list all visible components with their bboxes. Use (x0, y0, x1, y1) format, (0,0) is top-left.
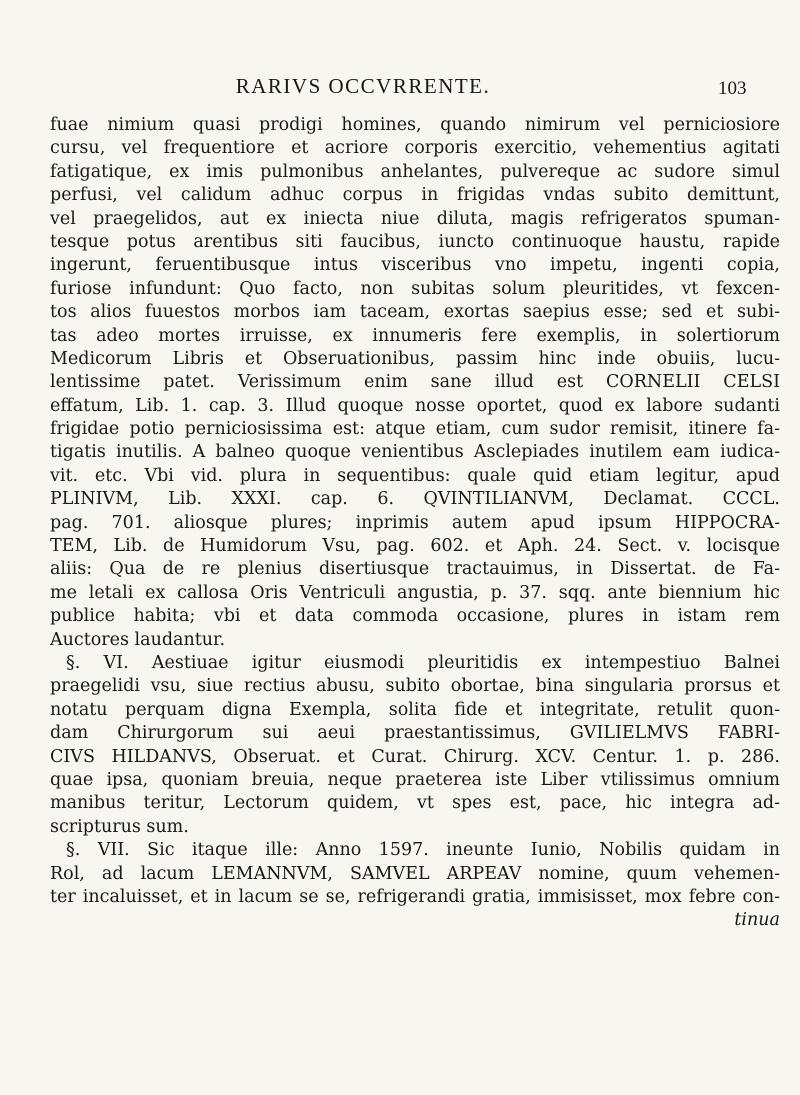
text-line: tas adeo mortes irruisse, ex innumeris fere exemplis, in solertiorum (50, 325, 780, 346)
text-line: tesque potus arentibus siti faucibus, iuncto continuoque haustu, rapide (50, 231, 780, 252)
text-line: me letali ex callosa Oris Ventriculi angustia, p. 37. sqq. ante biennium hic (50, 582, 780, 603)
text-line: perfusi, vel calidum adhuc corpus in frigidas vndas subito demittunt, (50, 185, 780, 206)
text-line: vel praegelidos, aut ex iniecta niue diluta, magis refrigeratos spuman- (50, 208, 780, 229)
section-6-line: manibus teritur, Lectorum quidem, vt spes est, pace, hic integra ad- (50, 793, 780, 814)
text-line: fatigatique, ex imis pulmonibus anhelantes, pulvereque ac sudore simul (50, 161, 780, 182)
text-line: tigatis inutilis. A balneo quoque venientibus Asclepiades inutilem eam iudica- (50, 442, 780, 463)
text-line: aliis: Qua de re plenius disertiusque tractauimus, in Dissertat. de Fa- (50, 559, 780, 580)
section-6-line: praegelidi vsu, siue rectius abusu, subito obortae, bina singularia prorsus et (50, 676, 780, 697)
text-line: pag. 701. aliosque plures; inprimis autem apud ipsum HIPPOCRA- (50, 512, 780, 533)
text-line: TEM, Lib. de Humidorum Vsu, pag. 602. et Aph. 24. Sect. v. locisque (50, 536, 780, 557)
text-line: Medicorum Libris et Obseruationibus, passim hinc inde obuiis, lucu- (50, 348, 780, 369)
text-line: cursu, vel frequentiore et acriore corporis exercitio, vehementius agitati (50, 138, 780, 159)
body-text (50, 114, 780, 933)
running-title: RARIVS OCCVRRENTE. (235, 74, 491, 98)
section-6-line: CIVS HILDANVS, Obseruat. et Curat. Chirurg. XCV. Centur. 1. p. 286. (50, 746, 780, 767)
text-line: fuae nimium quasi prodigi homines, quando nimirum vel perniciosiore (50, 115, 780, 135)
text-line: vit. etc. Vbi vid. plura in sequentibus: quale quid etiam legitur, apud (50, 465, 780, 486)
text-line: PLINIVM, Lib. XXXI. cap. 6. QVINTILIANVM, Declamat. CCCL. (50, 489, 780, 510)
section-7-line: §. VII. Sic itaque ille: Anno 1597. ineunte Iunio, Nobilis quidam in (66, 840, 780, 861)
text-line: effatum, Lib. 1. cap. 3. Illud quoque nosse oportet, quod ex labore sudanti (50, 395, 780, 416)
section-6-line: dam Chirurgorum sui aeui praestantissimus, GVILIELMVS FABRI- (50, 723, 780, 744)
text-line: Auctores laudantur. (50, 629, 226, 650)
page-number: 103 (718, 78, 747, 99)
section-6-line: §. VI. Aestiuae igitur eiusmodi pleuritidis ex intempestiuo Balnei (66, 652, 780, 673)
text-line: frigidae potio perniciosissima est: atque etiam, cum sudor remisit, itinere fa- (50, 419, 780, 440)
section-6-line: notatu perquam digna Exempla, solita fide et integritate, retulit quon- (50, 699, 780, 720)
text-line: tos alios fuuestos morbos iam taceam, exortas saepius esse; sed et subi- (50, 302, 780, 323)
section-6-line: quae ipsa, quoniam breuia, neque praeterea iste Liber vtilissimus omnium (50, 769, 780, 790)
text-line: furiose infundunt: Quo facto, non subitas solum pleuritides, vt fexcen- (50, 278, 780, 299)
text-line: lentissime patet. Verissimum enim sane illud est CORNELII CELSI (50, 372, 780, 393)
text-line: publice habita; vbi et data commoda occasione, plures in istam rem (50, 606, 780, 627)
text-line: ingerunt, feruentibusque intus visceribus vno impetu, ingenti copia, (50, 255, 780, 276)
section-7-line: ter incaluisset, et in lacum se se, refrigerandi gratia, immisisset, mox febre con- (50, 886, 780, 907)
catchword: tinua (734, 910, 780, 931)
section-7-line: Rol, ad lacum LEMANNVM, SAMVEL ARPEAV nomine, quum vehemen- (50, 863, 780, 884)
section-6-line: scripturus sum. (50, 816, 189, 837)
